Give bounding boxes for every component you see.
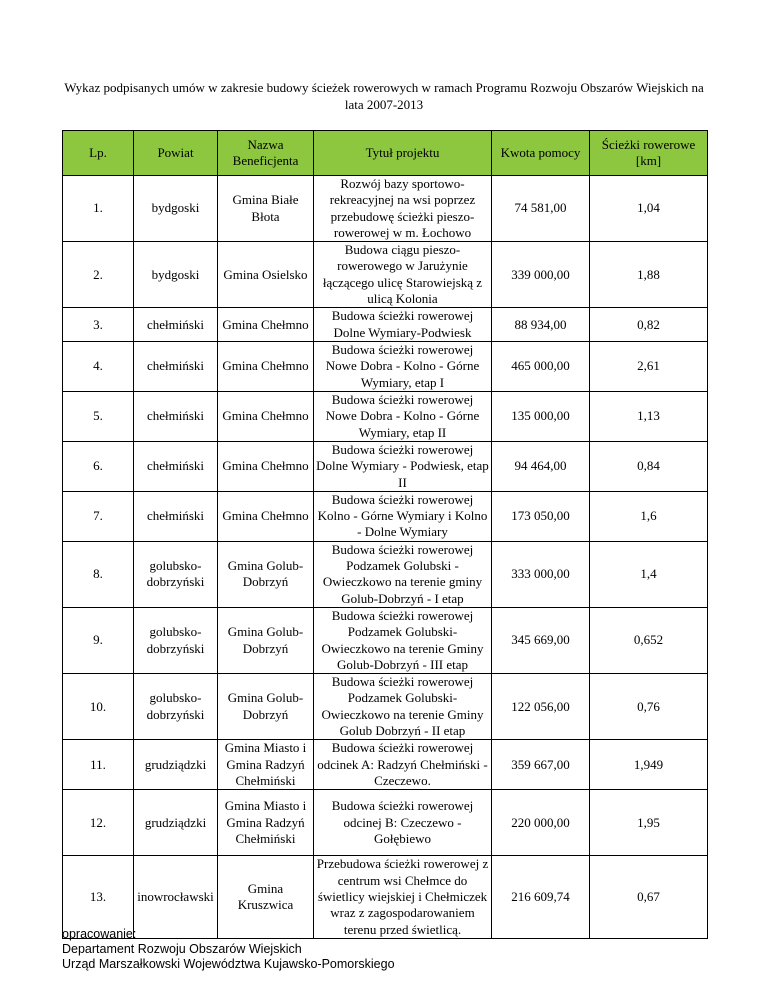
cell-lp: 7. [63, 491, 134, 541]
cell-tytul: Budowa ścieżki rowerowej odcinej B: Czeczewo - Gołębiewo [314, 790, 492, 856]
contracts-table [62, 130, 708, 939]
cell-tytul: Przebudowa ścieżki rowerowej z centrum wsi Chełmce do świetlicy wiejskiej i Chełmiczek wraz z zagospodarowaniem terenu przed świetlicą. [314, 856, 492, 938]
cell-kwota: 465 000,00 [492, 341, 590, 391]
cell-tytul: Budowa ścieżki rowerowej Dolne Wymiary-Podwiesk [314, 308, 492, 342]
cell-kwota: 216 609,74 [492, 856, 590, 938]
cell-nazwa: Gmina Chełmno [218, 491, 314, 541]
table-row [63, 790, 708, 856]
table-row [63, 176, 708, 242]
cell-km: 1,13 [590, 391, 708, 441]
cell-powiat: chełmiński [134, 391, 218, 441]
cell-km: 1,04 [590, 176, 708, 242]
cell-kwota: 122 056,00 [492, 674, 590, 740]
cell-powiat: grudziądzki [134, 790, 218, 856]
cell-nazwa: Gmina Golub-Dobrzyń [218, 541, 314, 607]
header-nazwa: Nazwa Beneficjenta [218, 131, 314, 176]
document-title: Wykaz podpisanych umów w zakresie budowy ścieżek rowerowych w ramach Programu Rozwoju Obszarów Wiejskich na lata 2007-2013 [64, 80, 704, 112]
cell-tytul: Budowa ścieżki rowerowej Podzamek Golubski-Owieczkowo na terenie Gminy Golub-Dobrzyń - III etap [314, 607, 492, 673]
footer-line-2: Departament Rozwoju Obszarów Wiejskich [62, 942, 302, 956]
cell-lp: 2. [63, 242, 134, 308]
cell-lp: 13. [63, 856, 134, 938]
cell-lp: 12. [63, 790, 134, 856]
cell-nazwa: Gmina Chełmno [218, 341, 314, 391]
cell-lp: 10. [63, 674, 134, 740]
cell-kwota: 220 000,00 [492, 790, 590, 856]
cell-km: 1,4 [590, 541, 708, 607]
cell-lp: 9. [63, 607, 134, 673]
cell-kwota: 94 464,00 [492, 441, 590, 491]
cell-lp: 5. [63, 391, 134, 441]
cell-powiat: grudziądzki [134, 740, 218, 790]
cell-nazwa: Gmina Chełmno [218, 391, 314, 441]
cell-powiat: bydgoski [134, 242, 218, 308]
cell-nazwa: Gmina Chełmno [218, 441, 314, 491]
cell-km: 2,61 [590, 341, 708, 391]
cell-nazwa: Gmina Białe Błota [218, 176, 314, 242]
cell-nazwa: Gmina Kruszwica [218, 856, 314, 938]
cell-kwota: 173 050,00 [492, 491, 590, 541]
table-row [63, 242, 708, 308]
cell-powiat: chełmiński [134, 341, 218, 391]
cell-powiat: golubsko-dobrzyński [134, 541, 218, 607]
cell-nazwa: Gmina Miasto i Gmina Radzyń Chełmiński [218, 740, 314, 790]
cell-kwota: 74 581,00 [492, 176, 590, 242]
header-powiat: Powiat [134, 131, 218, 176]
cell-tytul: Budowa ciągu pieszo-rowerowego w Jarużynie łączącego ulicę Starowiejską z ulicą Kolonia [314, 242, 492, 308]
footer [62, 927, 395, 972]
cell-nazwa: Gmina Miasto i Gmina Radzyń Chełmiński [218, 790, 314, 856]
header-kwota: Kwota pomocy [492, 131, 590, 176]
cell-lp: 3. [63, 308, 134, 342]
cell-km: 1,88 [590, 242, 708, 308]
cell-powiat: bydgoski [134, 176, 218, 242]
cell-lp: 4. [63, 341, 134, 391]
cell-km: 0,84 [590, 441, 708, 491]
cell-tytul: Budowa ścieżki rowerowej Nowe Dobra - Kolno - Górne Wymiary, etap I [314, 341, 492, 391]
cell-kwota: 333 000,00 [492, 541, 590, 607]
cell-nazwa: Gmina Osielsko [218, 242, 314, 308]
cell-km: 0,652 [590, 607, 708, 673]
cell-tytul: Budowa ścieżki rowerowej odcinek A: Radzyń Chełmiński - Czeczewo. [314, 740, 492, 790]
cell-kwota: 345 669,00 [492, 607, 590, 673]
table-row [63, 491, 708, 541]
cell-kwota: 88 934,00 [492, 308, 590, 342]
cell-powiat: golubsko-dobrzyński [134, 674, 218, 740]
header-sciezki: Ścieżki rowerowe [km] [590, 131, 708, 176]
cell-kwota: 359 667,00 [492, 740, 590, 790]
cell-km: 1,6 [590, 491, 708, 541]
cell-nazwa: Gmina Golub-Dobrzyń [218, 607, 314, 673]
table-row [63, 674, 708, 740]
cell-tytul: Budowa ścieżki rowerowej Nowe Dobra - Kolno - Górne Wymiary, etap II [314, 391, 492, 441]
cell-km: 0,67 [590, 856, 708, 938]
table-row [63, 541, 708, 607]
cell-powiat: chełmiński [134, 308, 218, 342]
cell-lp: 6. [63, 441, 134, 491]
cell-tytul: Budowa ścieżki rowerowej Dolne Wymiary - Podwiesk, etap II [314, 441, 492, 491]
cell-kwota: 339 000,00 [492, 242, 590, 308]
cell-lp: 8. [63, 541, 134, 607]
cell-kwota: 135 000,00 [492, 391, 590, 441]
cell-km: 0,76 [590, 674, 708, 740]
table-row [63, 856, 708, 938]
cell-tytul: Budowa ścieżki rowerowej Podzamek Golubski-Owieczkowo na terenie Gminy Golub Dobrzyń - II etap [314, 674, 492, 740]
cell-nazwa: Gmina Chełmno [218, 308, 314, 342]
cell-km: 1,95 [590, 790, 708, 856]
cell-powiat: golubsko-dobrzyński [134, 607, 218, 673]
table-row [63, 308, 708, 342]
cell-powiat: inowrocławski [134, 856, 218, 938]
cell-tytul: Budowa ścieżki rowerowej Podzamek Golubski - Owieczkowo na terenie gminy Golub-Dobrzyń - I etap [314, 541, 492, 607]
cell-km: 1,949 [590, 740, 708, 790]
cell-powiat: chełmiński [134, 491, 218, 541]
table-row [63, 441, 708, 491]
cell-lp: 1. [63, 176, 134, 242]
cell-powiat: chełmiński [134, 441, 218, 491]
table-row [63, 341, 708, 391]
cell-nazwa: Gmina Golub-Dobrzyń [218, 674, 314, 740]
footer-line-3: Urząd Marszałkowski Województwa Kujawsko-Pomorskiego [62, 957, 395, 971]
cell-tytul: Rozwój bazy sportowo-rekreacyjnej na wsi poprzez przebudowę ścieżki pieszo-rowerowej w m. Łochowo [314, 176, 492, 242]
table-header-row [63, 131, 708, 176]
header-lp: Lp. [63, 131, 134, 176]
cell-km: 0,82 [590, 308, 708, 342]
table-row [63, 391, 708, 441]
cell-tytul: Budowa ścieżki rowerowej Kolno - Górne Wymiary i Kolno - Dolne Wymiary [314, 491, 492, 541]
cell-lp: 11. [63, 740, 134, 790]
header-tytul: Tytuł projektu [314, 131, 492, 176]
footer-line-1: opracowanie: [62, 927, 137, 941]
table-row [63, 740, 708, 790]
table-row [63, 607, 708, 673]
